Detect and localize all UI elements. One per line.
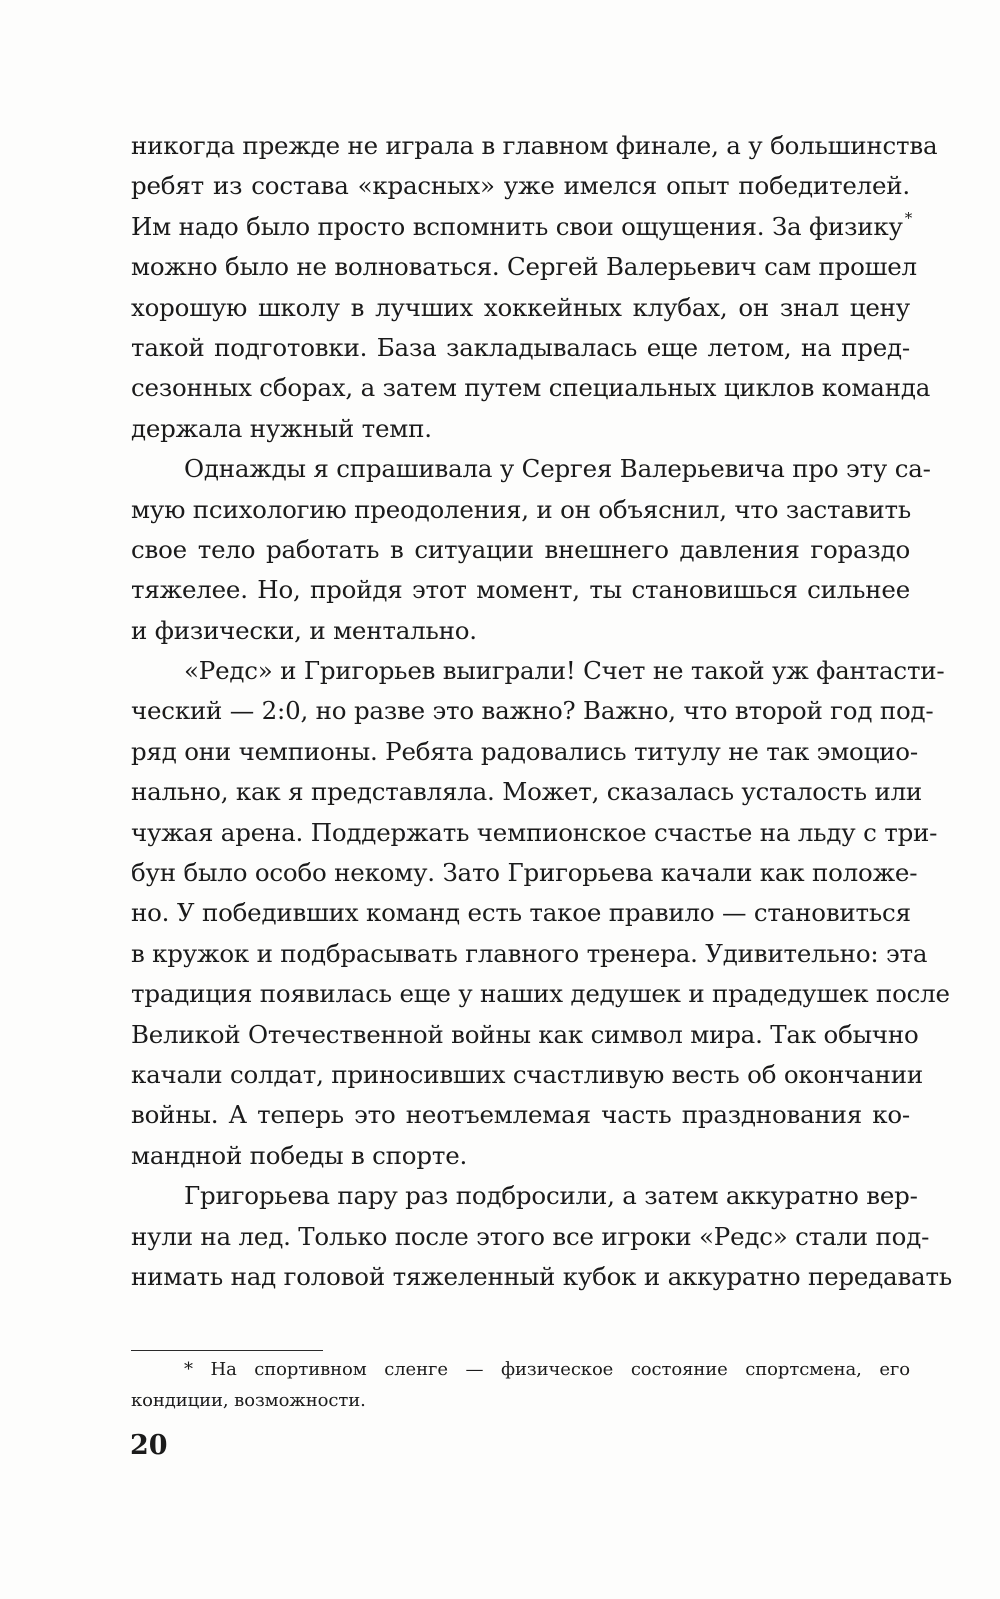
text-line: мандной победы в спорте.	[131, 1140, 468, 1170]
text-line: чужая арена. Поддержать чемпионское счастье на льду с три-	[131, 817, 938, 847]
text-line: нули на лед. Только после этого все игроки «Редс» стали под-	[131, 1221, 930, 1251]
footnote-line: * На спортивном сленге — физическое состояние спортсмена, его	[184, 1359, 910, 1380]
text-line: Великой Отечественной войны как символ мира. Так обычно	[131, 1019, 919, 1049]
text-line: в кружок и подбрасывать главного тренера. Удивительно: эта	[131, 938, 928, 968]
text-line: ческий — 2:0, но разве это важно? Важно, что второй год под-	[131, 696, 934, 726]
text-line: войны. А теперь это неотъемлемая часть празднования ко-	[131, 1100, 910, 1130]
text-line: такой подготовки. База закладывалась еще летом, на пред-	[131, 332, 910, 362]
text-line: «Редс» и Григорьев выиграли! Счет не такой уж фантасти-	[184, 656, 945, 686]
text-line: тяжелее. Но, пройдя этот момент, ты становишься сильнее	[131, 575, 910, 605]
footnote-line: кондиции, возможности.	[131, 1390, 366, 1411]
text-line-content: Им надо было просто вспомнить свои ощущения. За физику	[131, 211, 903, 241]
text-line: и физически, и ментально.	[131, 615, 477, 645]
text-line: нимать над головой тяжеленный кубок и аккуратно передавать	[131, 1261, 952, 1291]
text-line: ряд они чемпионы. Ребята радовались титулу не так эмоцио-	[131, 736, 918, 766]
footnote-marker: *	[904, 208, 913, 227]
text-line: Однажды я спрашивала у Сергея Валерьевича про эту са-	[184, 454, 931, 484]
text-line: никогда прежде не играла в главном финале, а у большинства	[131, 131, 938, 160]
text-line: свое тело работать в ситуации внешнего давления гораздо	[131, 534, 910, 564]
text-line: мую психологию преодоления, и он объяснил, что заставить	[131, 494, 911, 524]
text-line: бун было особо некому. Зато Григорьева качали как положе-	[131, 858, 918, 888]
text-line: хорошую школу в лучших хоккейных клубах, он знал цену	[131, 292, 910, 322]
text-line: Григорьева пару раз подбросили, а затем аккуратно вер-	[184, 1181, 918, 1211]
footnote-divider	[131, 1350, 323, 1351]
text-line: можно было не волноваться. Сергей Валерьевич сам прошел	[131, 252, 917, 282]
text-line: ребят из состава «красных» уже имелся опыт победителей.	[131, 171, 910, 201]
text-line: держала нужный темп.	[131, 413, 432, 443]
text-line: сезонных сборах, а затем путем специальных циклов команда	[131, 373, 931, 403]
text-line: но. У победивших команд есть такое правило — становиться	[131, 898, 911, 928]
page-number: 20	[130, 1430, 168, 1461]
text-line	[131, 207, 913, 247]
footnote	[131, 1354, 910, 1416]
text-line: качали солдат, приносивших счастливую весть об окончании	[131, 1059, 923, 1089]
text-line: традиция появилась еще у наших дедушек и прадедушек после	[131, 979, 950, 1009]
body-text	[131, 126, 952, 1297]
text-line: нально, как я представляла. Может, сказалась усталость или	[131, 777, 923, 807]
